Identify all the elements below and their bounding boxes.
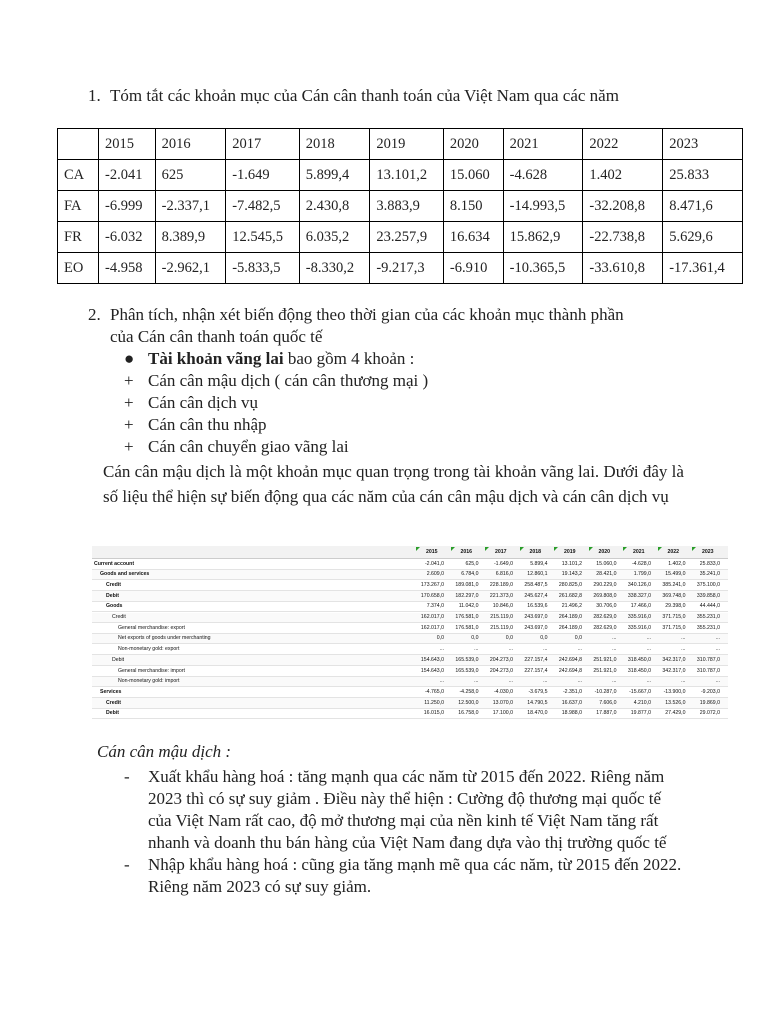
sheet-cell: 258.487,5 [524,581,548,588]
sheet-cell: ... [474,646,479,653]
section-2-heading [88,304,708,348]
table-header-row [58,129,743,160]
sheet-cell: 182.297,0 [455,592,479,599]
sheet-cell: 261.682,8 [558,592,582,599]
sheet-cell: 251.921,0 [593,667,617,674]
sheet-cell: 13.070,0 [492,699,513,706]
table-cell: 16.634 [443,222,503,253]
list-item-text: Cán cân chuyển giao vãng lai [148,437,349,456]
cell-flag-icon [416,547,420,551]
sheet-year-header: 2021 [633,549,645,555]
sheet-row [92,677,728,688]
sheet-year-header: 2018 [529,549,542,555]
sheet-year-header: 2017 [495,549,507,555]
sheet-row [92,655,728,666]
table-cell: 12.545,5 [226,222,300,253]
sheet-cell: 17.100,0 [492,710,513,717]
sheet-cell: 14.790,5 [527,699,548,706]
sheet-row [92,709,728,720]
sheet-cell: 290.229,0 [593,581,617,588]
sheet-cell: 25.833,0 [699,560,720,567]
sheet-cell: 162.017,0 [420,624,444,631]
sheet-row-label: Net exports of goods under merchanting [118,635,211,642]
section-1-number: 1. [88,86,101,105]
list-item [124,370,428,392]
sheet-cell: 176.581,0 [455,614,479,620]
sheet-cell: 13.526,0 [665,699,686,706]
sheet-cell: -4.628,0 [631,560,651,567]
list-item-text: Cán cân mậu dịch ( cán cân thương mại ) [148,371,429,390]
sheet-cell: 243.697,0 [524,624,548,631]
table-cell: -4.628 [503,160,583,191]
spreadsheet-image [92,546,728,722]
sheet-cell: -13.900,0 [663,688,686,695]
sheet-cell: 2.609,0 [426,571,444,578]
sheet-cell: ... [543,646,548,653]
sheet-cell: 228.189,0 [489,581,513,588]
table-row [58,191,743,222]
sheet-cell: 375.100,0 [696,581,720,588]
sheet-row-label: Goods and services [100,571,150,578]
current-account-list [124,348,428,458]
sheet-cell: ... [646,635,651,642]
sheet-cell: 170.658,0 [420,592,444,599]
list-item [124,414,428,436]
table-cell: 15.060 [443,160,503,191]
sheet-cell: 625,0 [465,560,479,567]
row-label: EO [58,253,99,284]
table-cell: 6.035,2 [299,222,370,253]
sheet-cell: 340.126,0 [627,581,651,588]
sheet-cell: ... [715,678,720,685]
sheet-cell: ... [612,678,617,685]
dash-marker: - [124,855,130,874]
sheet-cell: -15.667,0 [629,688,651,695]
sheet-row [92,623,728,634]
sheet-cell: 11.250,0 [424,699,444,706]
sheet-cell: 0,0 [471,635,479,642]
table-cell: 5.899,4 [299,160,370,191]
sheet-row-label: Current account [94,560,135,567]
table-cell: -1.649 [226,160,300,191]
sheet-year-header: 2022 [667,549,680,555]
year-header: 2015 [99,129,156,160]
year-header: 2019 [370,129,444,160]
table-cell: 13.101,2 [370,160,444,191]
sheet-cell: 310.787,0 [696,656,720,663]
table-cell: -7.482,5 [226,191,300,222]
sheet-cell: 342.317,0 [662,656,686,663]
sheet-cell: 29.398,0 [665,603,686,610]
table-cell: -2.337,1 [155,191,226,222]
sheet-cell: 371.715,0 [662,614,686,620]
sheet-row [92,570,728,581]
list-item-text: Cán cân dịch vụ [148,393,258,412]
sheet-cell: 176.581,0 [455,624,479,631]
sheet-cell: ... [681,646,686,653]
sheet-cell: 13.101,2 [561,560,582,567]
sheet-cell: -4.258,0 [459,688,479,695]
table-cell: 3.883,9 [370,191,444,222]
plus-marker: + [124,437,134,456]
sheet-row-label: Credit [112,614,126,620]
year-header: 2017 [226,129,300,160]
sheet-cell: -3.679,5 [528,688,548,695]
sheet-cell: -10.287,0 [594,688,617,695]
sheet-cell: 280.825,0 [558,581,582,588]
table-cell: 25.833 [663,160,743,191]
table-row [58,222,743,253]
sheet-cell: 6.816,0 [495,571,513,578]
list-item [124,766,684,854]
sheet-row-label: Debit [112,656,125,663]
sheet-row [92,613,728,624]
table-cell: -4.958 [99,253,156,284]
sheet-cell: 243.697,0 [524,614,548,620]
table-cell: 8.471,6 [663,191,743,222]
sheet-cell: 0,0 [436,635,444,642]
sheet-cell: 204.273,0 [489,656,513,663]
section-1-heading [88,86,619,106]
sheet-row-label: General merchandise: import [118,667,185,674]
sheet-cell: 0,0 [505,635,513,642]
cell-flag-icon [520,547,524,551]
table-cell: 23.257,9 [370,222,444,253]
sheet-cell: ... [612,646,617,653]
sheet-cell: 6.784,0 [461,571,479,578]
sheet-row-label: Goods [106,603,123,610]
cell-flag-icon [485,547,489,551]
dash-marker: - [124,767,130,786]
year-header: 2020 [443,129,503,160]
sheet-cell: 18.470,0 [527,710,548,717]
spreadsheet-header [92,546,728,559]
section-2-title-line1: Phân tích, nhận xét biến động theo thời gian của các khoản mục thành phần [110,305,624,324]
sheet-row [92,666,728,677]
sheet-row-label: Services [100,688,122,695]
sheet-cell: 269.808,0 [593,592,617,599]
sheet-cell: ... [715,635,720,642]
sheet-cell: 355.231,0 [696,614,720,620]
sheet-cell: ... [508,678,513,685]
plus-marker: + [124,393,134,412]
table-cell: -32.208,8 [583,191,663,222]
trade-balance-paragraph: Cán cân mậu dịch là một khoản mục quan trọng trong tài khoản vãng lai. Dưới đây là số liệu thể hiện sự biến động qua các năm của cán cân mậu dịch và cán cân dịch vụ [103,462,684,506]
year-header: 2018 [299,129,370,160]
table-row [58,160,743,191]
sheet-cell: 282.629,0 [593,614,617,620]
sheet-cell: 12.500,0 [458,699,479,706]
sheet-year-header: 2015 [426,549,438,555]
sheet-cell: 245.627,4 [524,592,548,599]
sheet-cell: -2.351,0 [562,688,582,695]
cell-flag-icon [658,547,662,551]
sheet-row [92,698,728,709]
sheet-cell: ... [543,678,548,685]
sheet-cell: 242.694,8 [558,667,582,674]
sheet-cell: 29.072,0 [699,710,720,717]
table-cell: 8.150 [443,191,503,222]
sheet-cell: 154.643,0 [420,667,444,674]
bop-summary-table [57,128,743,284]
sheet-cell: 165.539,0 [455,667,479,674]
sheet-cell: 16.637,0 [561,699,582,706]
sheet-cell: 16.015,0 [423,710,444,717]
list-item-text: Xuất khẩu hàng hoá : tăng mạnh qua các năm từ 2015 đến 2022. Riêng năm 2023 thì có sự suy giảm . Điều này thể hiện : Cường độ thương mại quốc tế của Việt Nam rất cao, độ mở thương mại của nền kinh tế Việt Nam tăng rất nhanh và doanh thu bán hàng của Việt Nam đang dựa vào thị trường quốc tế [148,767,667,852]
sheet-cell: ... [474,678,479,685]
table-cell: 1.402 [583,160,663,191]
sheet-cell: ... [508,646,513,653]
table-cell: -2.041 [99,160,156,191]
sheet-cell: ... [439,646,444,653]
trade-balance-list [124,766,684,898]
sheet-cell: 1.799,0 [633,571,651,578]
table-cell: -6.032 [99,222,156,253]
current-account-desc: bao gồm 4 khoản : [283,349,415,368]
table-corner-cell [58,129,99,160]
sheet-cell: 28.421,0 [596,571,617,578]
sheet-cell: 162.017,0 [420,614,444,620]
sheet-cell: 1.402,0 [668,560,686,567]
sheet-cell: 264.189,0 [558,614,582,620]
year-header: 2016 [155,129,226,160]
sheet-cell: 21.496,2 [561,603,582,610]
table-cell: -22.738,8 [583,222,663,253]
list-item-text: Cán cân thu nhập [148,415,267,434]
current-account-title: Tài khoản vãng lai [148,349,284,368]
cell-flag-icon [554,547,558,551]
sheet-cell: 16.758,0 [458,710,479,717]
list-item [124,348,428,370]
sheet-cell: 17.887,0 [596,710,617,717]
sheet-cell: 12.860,1 [527,571,548,578]
sheet-row-label: Non-monetary gold: import [118,678,180,685]
table-cell: 15.862,9 [503,222,583,253]
cell-flag-icon [623,547,627,551]
section-2-number: 2. [88,305,101,324]
sheet-cell: -2.041,0 [424,560,444,567]
sheet-cell: 215.119,0 [490,614,513,620]
year-header: 2022 [583,129,663,160]
sheet-cell: 19.869,0 [699,699,720,706]
table-cell: 625 [155,160,226,191]
table-cell: -6.910 [443,253,503,284]
table-cell: 2.430,8 [299,191,370,222]
table-cell: -14.993,5 [503,191,583,222]
sheet-cell: 16.539,6 [527,603,548,610]
sheet-cell: ... [439,678,444,685]
sheet-cell: ... [681,678,686,685]
plus-marker: + [124,415,134,434]
sheet-cell: 11.042,0 [458,603,479,610]
sheet-cell: 44.444,0 [699,603,720,610]
sheet-cell: -4.030,0 [493,688,513,695]
sheet-cell: -4.765,0 [424,688,444,695]
row-label: FA [58,191,99,222]
year-header: 2021 [503,129,583,160]
cell-flag-icon [451,547,455,551]
row-label: CA [58,160,99,191]
table-cell: -2.962,1 [155,253,226,284]
sheet-row-label: Debit [106,592,119,599]
sheet-cell: 30.706,0 [596,603,617,610]
sheet-cell: ... [646,678,651,685]
sheet-year-header: 2019 [564,549,576,555]
trade-balance-heading: Cán cân mậu dịch : [97,742,232,761]
sheet-cell: 282.629,0 [593,624,617,631]
list-item-text: Nhập khẩu hàng hoá : cũng gia tăng mạnh mẽ qua các năm, từ 2015 đến 2022. Riêng năm 2023 có sự suy giảm. [148,855,682,896]
sheet-cell: 227.157,4 [524,667,548,674]
table-cell: -9.217,3 [370,253,444,284]
sheet-cell: 339.858,0 [696,592,720,599]
sheet-year-header: 2016 [460,549,473,555]
sheet-cell: 189.081,0 [455,581,479,588]
sheet-row [92,591,728,602]
sheet-row [92,687,728,698]
sheet-cell: 264.189,0 [558,624,582,631]
sheet-cell: ... [681,635,686,642]
sheet-cell: 215.119,0 [490,624,513,631]
sheet-cell: 355.231,0 [696,624,720,631]
sheet-cell: 369.748,0 [662,592,686,599]
sheet-cell: ... [577,678,582,685]
sheet-row [92,559,728,570]
table-cell: -17.361,4 [663,253,743,284]
sheet-cell: ... [577,646,582,653]
section-1-title: Tóm tắt các khoản mục của Cán cân thanh toán của Việt Nam qua các năm [110,86,619,105]
sheet-cell: 318.450,0 [627,656,651,663]
bullet-icon: ● [124,349,135,368]
sheet-cell: 335.916,0 [627,624,651,631]
table-cell: -6.999 [99,191,156,222]
sheet-cell: ... [612,635,617,642]
sheet-cell: 0,0 [574,635,582,642]
table-cell: 5.629,6 [663,222,743,253]
table-cell: 8.389,9 [155,222,226,253]
sheet-cell: -1.649,0 [493,560,513,567]
sheet-cell: ... [715,646,720,653]
list-item [124,392,428,414]
sheet-cell: 338.327,0 [627,592,651,599]
sheet-cell: 15.060,0 [596,560,617,567]
sheet-row-label: General merchandise: export [118,624,185,631]
sheet-cell: 318.450,0 [627,667,651,674]
sheet-cell: 35.241,0 [699,571,720,578]
sheet-cell: 7.606,0 [599,699,617,706]
sheet-row [92,645,728,656]
list-item [124,854,684,898]
sheet-cell: 342.317,0 [662,667,686,674]
sheet-cell: 5.899,4 [530,560,548,567]
sheet-cell: 385.241,0 [662,581,686,588]
year-header: 2023 [663,129,743,160]
sheet-cell: 19.877,0 [630,710,651,717]
sheet-row [92,580,728,591]
section-2-title-line2: của Cán cân thanh toán quốc tế [110,327,323,346]
sheet-cell: 15.499,0 [665,571,686,578]
sheet-row-label: Non-monetary gold: export [118,646,180,653]
table-row [58,253,743,284]
table-cell: -10.365,5 [503,253,583,284]
sheet-cell: ... [646,646,651,653]
sheet-cell: 27.429,0 [665,710,686,717]
sheet-cell: 165.539,0 [455,656,479,663]
sheet-row [92,634,728,645]
sheet-year-header: 2020 [598,549,611,555]
sheet-cell: 173.267,0 [420,581,444,588]
sheet-row [92,602,728,613]
sheet-cell: 251.921,0 [593,656,617,663]
plus-marker: + [124,371,134,390]
sheet-cell: 17.466,0 [630,603,651,610]
sheet-cell: 19.143,2 [561,571,582,578]
sheet-cell: 371.715,0 [662,624,686,631]
sheet-cell: 10.846,0 [492,603,513,610]
sheet-cell: 18.988,0 [561,710,582,717]
sheet-cell: 154.643,0 [420,656,444,663]
row-label: FR [58,222,99,253]
sheet-cell: -9.203,0 [700,688,720,695]
sheet-cell: 335.916,0 [627,614,651,620]
sheet-cell: 310.787,0 [696,667,720,674]
sheet-row-label: Debit [106,710,119,717]
list-item [124,436,428,458]
sheet-cell: 7.374,0 [426,603,444,610]
sheet-row-label: Credit [106,699,121,706]
sheet-cell: 242.694,8 [558,656,582,663]
cell-flag-icon [589,547,593,551]
table-cell: -5.833,5 [226,253,300,284]
cell-flag-icon [692,547,696,551]
sheet-cell: 0,0 [540,635,548,642]
sheet-cell: 227.157,4 [524,656,548,663]
sheet-year-header: 2023 [702,549,714,555]
sheet-cell: 221.373,0 [489,592,513,599]
sheet-cell: 204.273,0 [489,667,513,674]
table-cell: -8.330,2 [299,253,370,284]
sheet-cell: 4.210,0 [633,699,651,706]
sheet-row-label: Credit [106,581,121,588]
table-cell: -33.610,8 [583,253,663,284]
